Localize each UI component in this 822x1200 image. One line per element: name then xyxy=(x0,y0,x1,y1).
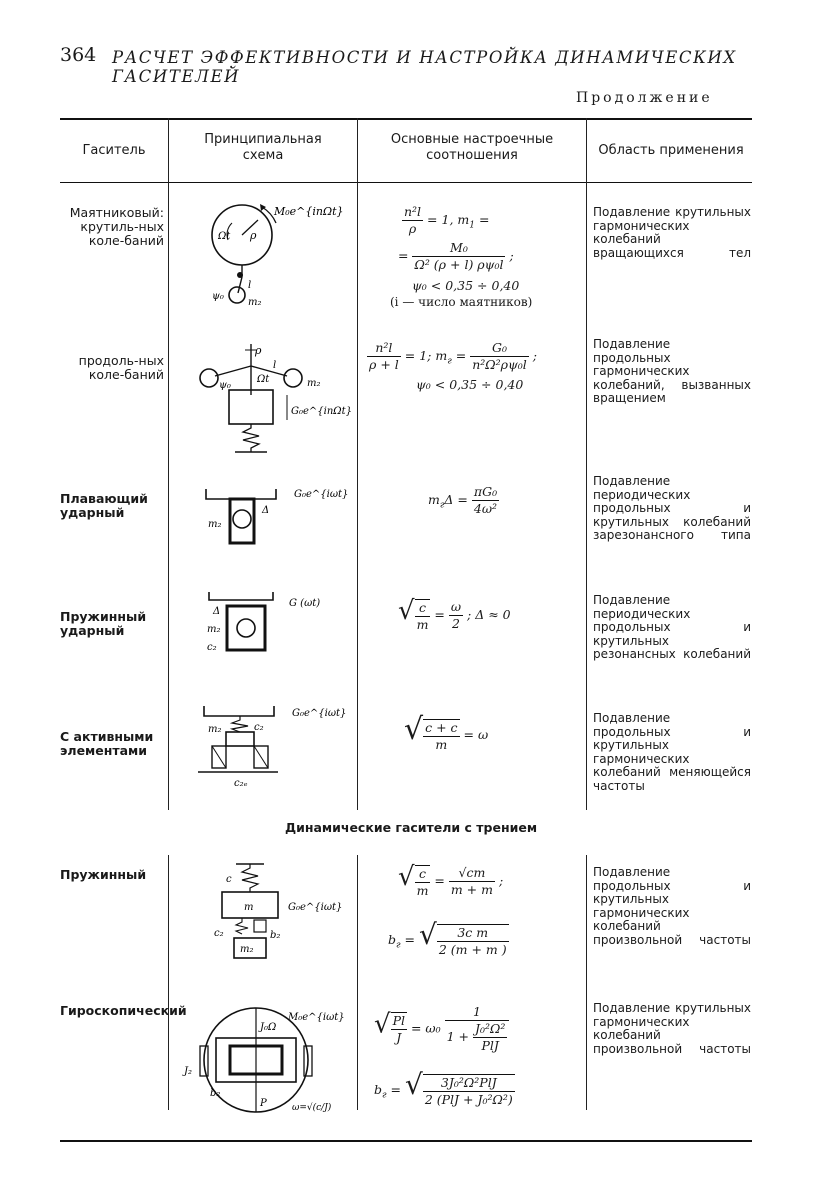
application-floating-impact: Подавление периодических продольных и крутильных колебаний зарезонансного типа xyxy=(593,474,751,542)
spring-friction-bnum: 3c m xyxy=(437,925,509,942)
absorber-name-gyroscopic: Гироскопический xyxy=(60,1003,187,1018)
longitudinal-angle-label: Ωt xyxy=(257,374,270,385)
gyro-omega-label: ω=√(c/J) xyxy=(292,1103,332,1113)
spring-friction-den1: m xyxy=(416,882,429,898)
gyro-frac-den-den: PlJ xyxy=(481,1038,499,1053)
gyro-J0-label: J₀Ω xyxy=(260,1022,277,1033)
pendulum-longitudinal-diagram xyxy=(195,340,355,460)
gyro-den1: J xyxy=(396,1030,402,1045)
spring-impact-den2: 2 xyxy=(451,616,460,631)
spring-friction-num2: √cm xyxy=(449,865,495,882)
application-pendulum-torsional: Подавление крутильных гармонических колебаний вращающихся тел xyxy=(593,205,751,260)
gyro-frac-num: 1 xyxy=(445,1004,510,1021)
formula-pendulum-line1: $\frac{\text{n²l}}{\rho}$ = 1, $m_1$ = xyxy=(404,204,490,236)
continuation-label: Продолжение xyxy=(576,90,713,106)
gyro-rhs: = ω₀ xyxy=(410,1020,441,1036)
col-divider-3b xyxy=(586,855,587,1110)
spring-impact-num1: c xyxy=(415,600,431,617)
spring-friction-den2: m + m xyxy=(450,882,493,897)
col-header-relations: Основные настроечные соотношения xyxy=(390,132,554,163)
spring-impact-force-label: G (ωt) xyxy=(289,598,321,609)
active-num: c + c xyxy=(425,719,458,735)
spring-m2-label: m₂ xyxy=(240,944,254,955)
floating-mass-label: m₂ xyxy=(208,519,222,530)
spring-friction-bden: 2 (m + m ) xyxy=(438,941,507,957)
gyro-b2-label: b₂ xyxy=(210,1088,221,1099)
absorber-name-pendulum: Маятниковый: крутиль-ных коле-баний xyxy=(69,205,164,248)
spring-mass-label: m xyxy=(244,902,254,913)
spring-c2-label: c₂ xyxy=(214,928,224,939)
gyro-frac-den-num: J₀²Ω² xyxy=(475,1021,506,1036)
col-header-scheme: Принципиальная схема xyxy=(204,132,322,163)
active-ce-label: c₂ₑ xyxy=(234,778,248,789)
page-number: 364 xyxy=(60,44,97,66)
application-spring-friction: Подавление продольных и крутильных гармонических колебаний произвольной частоты xyxy=(593,865,751,947)
spring-friction-num1: c xyxy=(415,866,431,883)
gyro-moment-label: M₀e^{iωt} xyxy=(288,1012,345,1023)
gyroscopic-diagram xyxy=(184,1000,356,1115)
spring-impact-den1: m xyxy=(416,616,429,632)
longitudinal-rho-label: ρ xyxy=(255,344,262,357)
active-mass-label: m₂ xyxy=(208,724,222,735)
longitudinal-constraint: ψ₀ < 0,35 ÷ 0,40 xyxy=(416,377,524,392)
longitudinal-frac-num: n²l xyxy=(367,340,401,357)
longitudinal-mass-num: G₀ xyxy=(470,340,529,357)
pendulum-frac-num: n²l xyxy=(404,204,422,219)
pendulum-torsional-diagram xyxy=(200,195,350,310)
col-divider-1b xyxy=(168,855,169,1110)
pendulum-psi-label: ψ₀ xyxy=(212,291,224,302)
floating-num: πG₀ xyxy=(473,484,498,499)
running-title: РАСЧЕТ ЭФФЕКТИВНОСТИ И НАСТРОЙКА ДИНАМИЧЕСКИХ ГАСИТЕЛЕЙ xyxy=(112,48,737,86)
formula-gyro-line1: √ $\frac{Pl}{J}$ = ω₀ 1 1 + J₀²Ω² PlJ xyxy=(374,1004,509,1054)
pendulum-moment-label: M₀e^{inΩt} xyxy=(274,205,344,218)
formula-active: √ $\frac{c + c}{m}$ = ω xyxy=(404,712,489,752)
floating-impact-diagram xyxy=(200,485,350,555)
pendulum-note: (i — число маятников) xyxy=(390,295,533,309)
spring-b2-label: b₂ xyxy=(270,930,281,941)
gyro-num1: Pl xyxy=(392,1013,405,1028)
spring-impact-num2: ω xyxy=(450,599,462,614)
longitudinal-frac-den: ρ + l xyxy=(369,357,399,372)
longitudinal-mass-den: n²Ω²ρψ₀l xyxy=(472,357,527,372)
pendulum-mass-label: m₂ xyxy=(248,297,262,308)
application-active: Подавление продольных и крутильных гармонических колебаний меняющейся частоты xyxy=(593,711,751,793)
gyro-bden: 2 (PlJ + J₀²Ω²) xyxy=(424,1091,513,1107)
pendulum-rho-label: ρ xyxy=(250,229,257,242)
floating-lhs: m xyxy=(428,492,440,507)
longitudinal-force-label: G₀e^{inΩt} xyxy=(291,406,352,417)
table-header-rule xyxy=(60,182,752,183)
formula-pendulum-line2: = $\frac{\text{M₀}}{\text{Ω² (ρ + l) ρψ₀l}}$ ; xyxy=(398,240,514,272)
absorber-name-spring-impact: Пружинный ударный xyxy=(60,609,147,638)
col-divider-2b xyxy=(357,855,358,1110)
gyro-J2-label: J₂ xyxy=(184,1066,193,1077)
application-pendulum-longitudinal: Подавление продольных гармонических колебаний, вызванных вращением xyxy=(593,337,751,405)
col-divider-3 xyxy=(586,118,587,810)
pendulum-angle-label: Ωt xyxy=(218,231,231,242)
absorber-name-floating: Плавающий ударный xyxy=(60,491,148,520)
spring-c-label: c xyxy=(226,874,232,885)
spring-impact-delta-label: Δ xyxy=(213,606,221,617)
formula-spring-friction-line2: $b_г$ = √ $\frac{\text{3c m}}{2 (m + m )}$ xyxy=(388,918,507,957)
section-title-friction: Динамические гасители с трением xyxy=(284,820,538,835)
floating-force-label: G₀e^{iωt} xyxy=(294,489,349,500)
pendulum-mass-num: M₀ xyxy=(412,240,505,257)
application-spring-impact: Подавление периодических продольных и крутильных резонансных колебаний xyxy=(593,593,751,661)
spring-force-label: G₀e^{iωt} xyxy=(288,902,343,913)
spring-impact-c-label: c₂ xyxy=(207,642,217,653)
active-rhs: = ω xyxy=(463,727,489,742)
floating-den: 4ω² xyxy=(473,501,498,516)
formula-floating: $m_г\Delta$ = $\frac{\text{πG₀}}{\text{4ω²}}$ xyxy=(428,484,498,516)
col-divider-1 xyxy=(168,118,169,810)
longitudinal-psi-label: ψ₀ xyxy=(219,380,231,391)
pendulum-eq-rest: = 1, m xyxy=(427,212,470,227)
gyro-bnum: 3J₀²Ω²PlJ xyxy=(423,1075,515,1092)
active-c-label: c₂ xyxy=(254,722,264,733)
col-header-application: Область применения xyxy=(598,143,744,158)
longitudinal-mass-label: m₂ xyxy=(307,378,321,389)
spring-impact-diagram xyxy=(205,588,355,658)
longitudinal-l-label: l xyxy=(273,360,277,371)
pendulum-frac-den: ρ xyxy=(408,221,417,236)
col-header-absorber: Гаситель xyxy=(82,143,146,158)
spring-friction-diagram xyxy=(212,860,352,970)
table-bottom-rule xyxy=(60,1140,752,1142)
pendulum-l-label: l xyxy=(248,280,252,291)
formula-spring-friction-line1: √ $\frac{c}{m}$ = $\frac{√cm}{m + m}$ ; xyxy=(398,862,504,898)
spring-impact-tail: Δ ≈ 0 xyxy=(475,607,511,622)
formula-gyro-line2: $b_г$ = √ 3J₀²Ω²PlJ 2 (PlJ + J₀²Ω²) xyxy=(374,1068,513,1107)
floating-delta-label: Δ xyxy=(262,505,270,516)
formula-spring-impact: √ $\frac{c}{m}$ = $\frac{\omega}{2}$ ; Δ ≈ 0 xyxy=(398,596,511,632)
pendulum-mass-den: Ω² (ρ + l) ρψ₀l xyxy=(414,257,504,272)
application-gyroscopic: Подавление крутильных гармонических колебаний произвольной частоты xyxy=(593,1001,751,1056)
active-force-label: G₀e^{iωt} xyxy=(292,708,347,719)
absorber-name-active: С активными элементами xyxy=(60,729,154,758)
gyro-frac-den-a: 1 + xyxy=(446,1029,470,1044)
absorber-name-longitudinal: продоль-ных коле-баний xyxy=(78,353,164,382)
col-divider-2 xyxy=(357,118,358,810)
spring-impact-mass-label: m₂ xyxy=(207,624,221,635)
longitudinal-eq-mid: = 1; m xyxy=(404,348,448,363)
active-den: m xyxy=(435,736,448,752)
pendulum-constraint: ψ₀ < 0,35 ÷ 0,40 xyxy=(412,278,520,293)
active-elements-diagram xyxy=(198,702,348,792)
absorber-name-spring: Пружинный xyxy=(60,867,147,882)
formula-longitudinal-line1: $\frac{\text{n²l}}{\rho + l}$ = 1; $m_г$ = $\frac{\text{G₀}}{\text{n²Ω²ρψ₀l}}$ ; xyxy=(369,340,537,372)
gyro-P-label: P xyxy=(260,1098,267,1109)
table-top-rule xyxy=(60,118,752,120)
